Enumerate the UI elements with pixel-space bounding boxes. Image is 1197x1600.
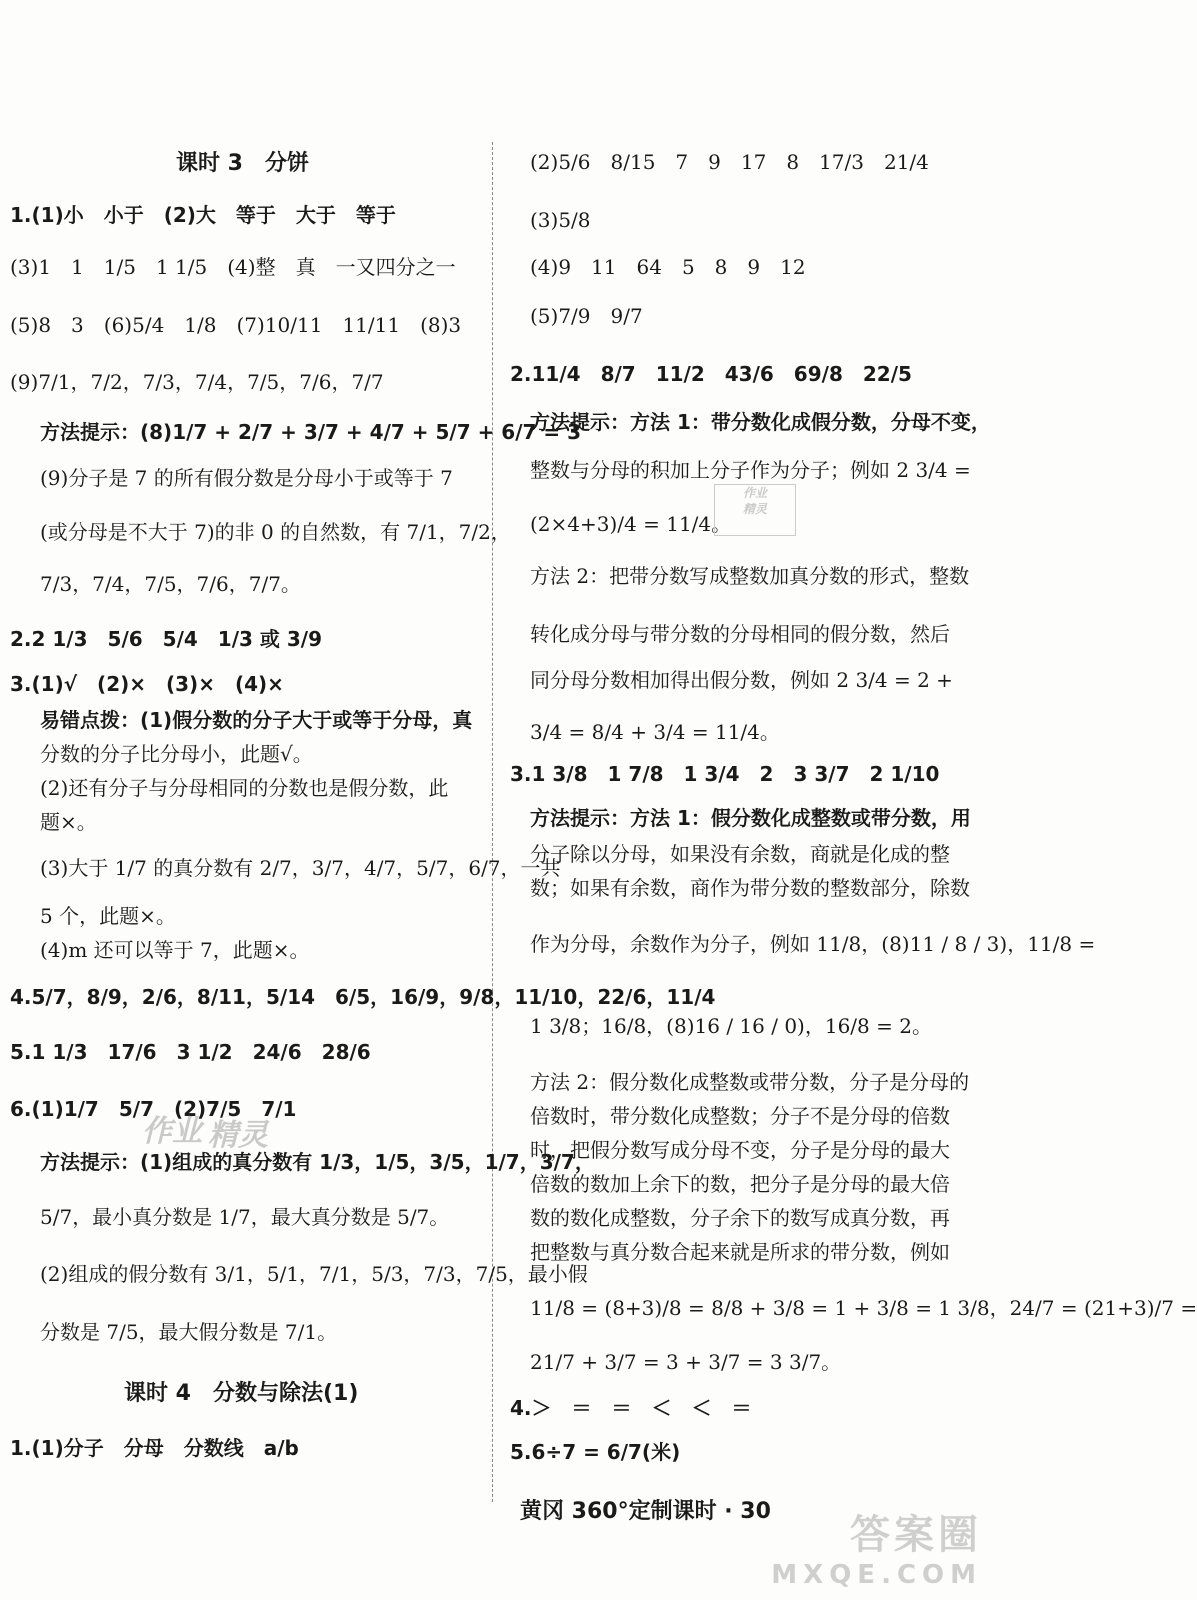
answer-line: 3.1 3/8 1 7/8 1 3/4 2 3 3/7 2 1/10 [510, 762, 940, 786]
answer-line: (4)9 11 64 5 8 9 12 [530, 255, 806, 279]
watermark-text: 精灵 [208, 1118, 268, 1153]
answer-line: 4.5/7，8/9，2/6，8/11，5/14 6/5，16/9，9/8，11/10，22/6，11/4 [10, 985, 716, 1009]
site-logo [771, 1503, 982, 1590]
answer-line: (3)大于 1/7 的真分数有 2/7，3/7，4/7，5/7，6/7，一共 [40, 856, 561, 880]
answer-line: (3)1 1 1/5 1 1/5 (4)整 真 一又四分之一 [10, 255, 456, 279]
method-hint: 方法提示：方法 1：假分数化成整数或带分数，用 [530, 806, 971, 830]
answer-line: (2)5/6 8/15 7 9 17 8 17/3 21/4 [530, 150, 929, 174]
answer-line: 把整数与真分数合起来就是所求的带分数，例如 [530, 1240, 950, 1264]
answer-line: 6.(1)1/7 5/7 (2)7/5 7/1 [10, 1097, 297, 1121]
answer-line: 3/4 = 8/4 + 3/4 = 11/4。 [530, 720, 780, 744]
answer-line: 同分母分数相加得出假分数，例如 2 3/4 = 2 + [530, 668, 953, 692]
answer-line: 5.6÷7 = 6/7(米) [510, 1440, 681, 1464]
answer-line: 2.2 1/3 5/6 5/4 1/3 或 3/9 [10, 627, 323, 651]
logo-bottom-text: MXQE.COM [771, 1560, 982, 1590]
answer-line [10, 203, 396, 227]
method-hint: 方法提示：(8)1/7 + 2/7 + 3/7 + 4/7 + 5/7 + 6/7 = 3 [40, 420, 582, 444]
answer-line: 7/3，7/4，7/5，7/6，7/7。 [40, 572, 301, 596]
answer-line: (5)7/9 9/7 [530, 304, 643, 328]
method-hint: 方法提示：(1)组成的真分数有 1/3，1/5，3/5，1/7，3/7， [40, 1150, 595, 1174]
answer-line: 5.1 1/3 17/6 3 1/2 24/6 28/6 [10, 1040, 371, 1064]
answer-line: 作为分母，余数作为分子，例如 11/8，(8)11 / 8 / 3)，11/8 = [530, 932, 1096, 956]
column-divider [492, 142, 493, 1502]
answer-line: 数；如果有余数，商作为带分数的整数部分，除数 [530, 876, 970, 900]
answer-line: (5)8 3 (6)5/4 1/8 (7)10/11 11/11 (8)3 [10, 313, 462, 337]
watermark-text: 作业 [142, 1114, 202, 1149]
answer-line: (或分母是不大于 7)的非 0 的自然数，有 7/1，7/2， [40, 520, 511, 544]
method-hint: 方法提示：方法 1：带分数化成假分数，分母不变， [530, 410, 991, 434]
answer-line: (2)组成的假分数有 3/1，5/1，7/1，5/3，7/3，7/5，最小假 [40, 1262, 588, 1286]
answer-line: 倍数时，带分数化成整数；分子不是分母的倍数 [530, 1104, 950, 1128]
answer-line: (2×4+3)/4 = 11/4。 [530, 512, 732, 536]
answer-line: 分数的分子比分母小，此题√。 [40, 742, 313, 766]
answer-line: 分数是 7/5，最大假分数是 7/1。 [40, 1320, 338, 1344]
watermark-stamp [714, 484, 796, 536]
error-hint: 易错点拨：(1)假分数的分子大于或等于分母，真 [40, 708, 473, 732]
answer-line: 倍数的数加上余下的数，把分子是分母的最大倍 [530, 1172, 950, 1196]
answer-line: 方法 2：把带分数写成整数加真分数的形式，整数 [530, 564, 970, 588]
answer-line: 4.＞ ＝ ＝ ＜ ＜ ＝ [510, 1396, 752, 1420]
answer-line: 数的数化成整数，分子余下的数写成真分数，再 [530, 1206, 950, 1230]
answer-line: 2.11/4 8/7 11/2 43/6 69/8 22/5 [510, 362, 912, 386]
answer-line: (9)分子是 7 的所有假分数是分母小于或等于 7 [40, 466, 453, 490]
stamp-text: 作业 [742, 486, 767, 500]
answer-text: 1.(1)小 小于 (2)大 等于 大于 等于 [10, 203, 396, 227]
section-title: 课时 3 分饼 [176, 151, 309, 176]
answer-line: 5/7，最小真分数是 1/7，最大真分数是 5/7。 [40, 1205, 450, 1229]
answer-line: 1 3/8；16/8，(8)16 / 16 / 0)，16/8 = 2。 [530, 1014, 932, 1038]
answer-line: (4)m 还可以等于 7，此题×。 [40, 938, 310, 962]
answer-line: 转化成分母与带分数的分母相同的假分数，然后 [530, 622, 950, 646]
section-title: 课时 4 分数与除法(1) [124, 1381, 359, 1406]
answer-line: 分子除以分母，如果没有余数，商就是化成的整 [530, 842, 950, 866]
answer-line: 21/7 + 3/7 = 3 + 3/7 = 3 3/7。 [530, 1350, 842, 1374]
answer-line: 方法 2：假分数化成整数或带分数，分子是分母的 [530, 1070, 970, 1094]
answer-line: 11/8 = (8+3)/8 = 8/8 + 3/8 = 1 + 3/8 = 1 3/8，24/7 = (21+3)/7 = [530, 1296, 1197, 1320]
stamp-text: 精灵 [742, 502, 767, 516]
answer-line: 5 个，此题×。 [40, 904, 176, 928]
answer-line: (2)还有分子与分母相同的分数也是假分数，此 [40, 776, 449, 800]
answer-line: 3.(1)√ (2)× (3)× (4)× [10, 672, 284, 696]
page-footer: 黄冈 360°定制课时 · 30 [520, 1499, 771, 1524]
answer-line: 题×。 [40, 810, 97, 834]
answer-line: 1.(1)分子 分母 分数线 a/b [10, 1436, 299, 1460]
answer-line: (3)5/8 [530, 208, 591, 232]
answer-line: 整数与分母的积加上分子作为分子；例如 2 3/4 = [530, 458, 971, 482]
logo-top-text: 答案圈 [850, 1512, 982, 1558]
answer-line: 时，把假分数写成分母不变，分子是分母的最大 [530, 1138, 950, 1162]
answer-line: (9)7/1，7/2，7/3，7/4，7/5，7/6，7/7 [10, 370, 384, 394]
